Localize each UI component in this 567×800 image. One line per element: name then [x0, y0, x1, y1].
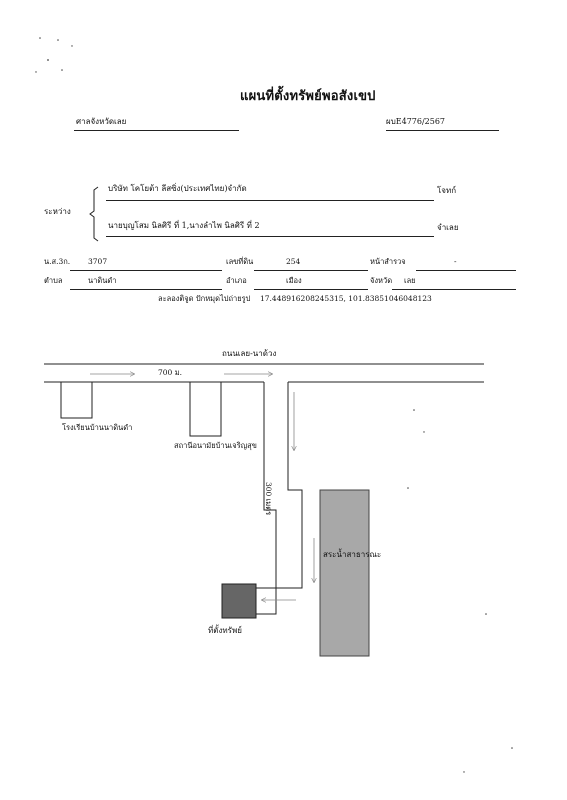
court-name: ศาลจังหวัดเลย — [76, 117, 127, 126]
deed-number: 3707 — [88, 257, 108, 266]
side-road-right-edge — [256, 382, 302, 588]
plaintiff-role: โจทก์ — [437, 186, 457, 195]
property-label: ที่ตั้งทรัพย์ — [208, 626, 242, 635]
between-label: ระหว่าง — [44, 207, 71, 216]
district-label: อำเภอ — [226, 276, 247, 285]
defendant-name: นายบุญโสม นิลศิรี ที่ 1,นางลำไพ นิลศิรี ที่ 2 — [108, 221, 260, 230]
pond-label: สระน้ำสาธารณะ — [323, 550, 382, 559]
defendant-role: จำเลย — [437, 223, 459, 232]
coords-value: 17.448916208245315, 101.83851046048123 — [260, 294, 432, 303]
coords-label: ละลองติจูด ปักหมุดไปถ่ายรูป — [158, 294, 251, 303]
survey-page-label: หน้าสำรวจ — [370, 257, 406, 266]
deed-label: น.ส.3ก. — [44, 257, 71, 266]
school-building — [61, 382, 92, 418]
page-title: แผนที่ตั้งทรัพย์พอสังเขป — [240, 89, 376, 104]
plaintiff-name: บริษัท โคโยต้า ลีสซิ่ง(ประเทศไทย)จำกัด — [108, 184, 247, 193]
province-value: เลย — [404, 276, 416, 285]
distance-700-label: 700 ม. — [158, 368, 183, 377]
survey-page-value: - — [454, 257, 457, 266]
subdistrict-label: ตำบล — [44, 276, 63, 285]
subdistrict-value: นาดินดำ — [88, 276, 117, 285]
public-pond — [320, 490, 369, 656]
road-label: ถนนเลย-นาด้วง — [222, 349, 277, 358]
property-plot — [222, 584, 256, 618]
health-station-building — [190, 382, 221, 436]
land-no-label: เลขที่ดิน — [226, 257, 254, 266]
school-label: โรงเรียนบ้านนาดินดำ — [62, 423, 133, 432]
district-value: เมือง — [286, 276, 302, 285]
land-number: 254 — [286, 257, 301, 266]
case-number: ผบE4776/2567 — [386, 117, 446, 126]
distance-300-label: 300 เมตร — [264, 482, 273, 516]
health-station-label: สถานีอนามัยบ้านเจริญสุข — [174, 441, 257, 450]
province-label: จังหวัด — [370, 276, 393, 285]
